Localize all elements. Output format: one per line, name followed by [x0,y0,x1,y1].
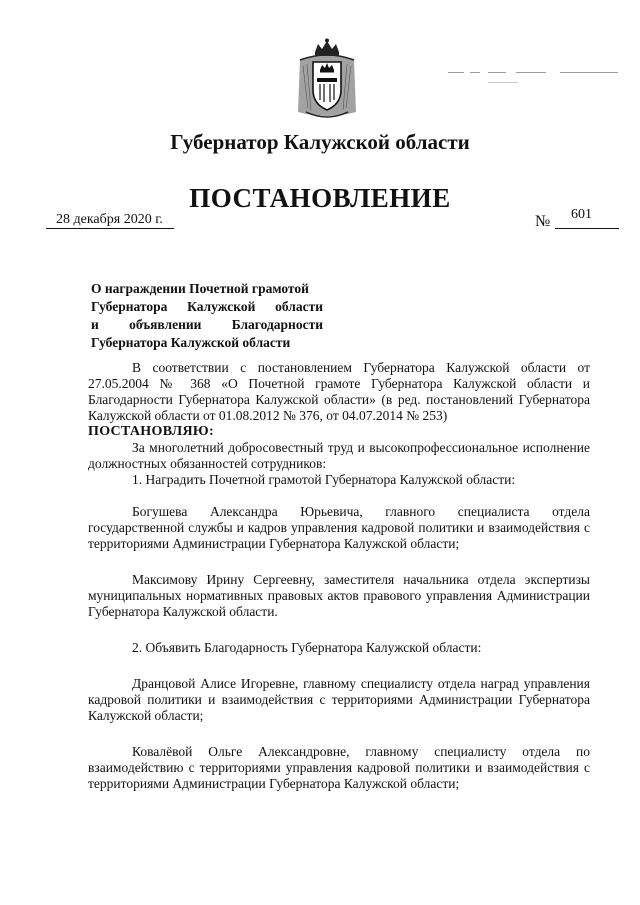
subject-line: и объявлении Благодарности [91,317,323,332]
awardee-paragraph: Дранцовой Алисе Игоревне, главному специалисту отдела наград управления кадровой политики и взаимодействия с территориями Администрации Губернатора Калужской области; [88,676,590,723]
document-date: 28 декабря 2020 г. [46,212,174,229]
decree-word: ПОСТАНОВЛЯЮ: [88,424,214,439]
number-value: 601 [571,207,592,222]
subject-line: Губернатора Калужской области [91,299,323,314]
reason-paragraph: За многолетний добросовестный труд и высокопрофессиональное исполнение должностных обязанностей сотрудников: [88,440,590,471]
issuing-authority: Губернатор Калужской области [170,130,470,154]
subject-line: О награждении Почетной грамотой [91,281,309,296]
awardee-paragraph: Богушева Александра Юрьевича, главного специалиста отдела государственной службы и кадров управления кадровой политики и взаимодействия с территориями Администрации Губернатора Калужской области; [88,504,590,551]
awardee-paragraph: Максимову Ирину Сергеевну, заместителя начальника отдела экспертизы муниципальных нормативных правовых актов правового управления Администрации Губернатора Калужской области. [88,572,590,619]
awardee-paragraph: Ковалёвой Ольге Александровне, главному специалисту отдела по взаимодействию с территориями управления кадровой политики и взаимодействия с территориями Администрации Губернатора Калужской области; [88,744,590,791]
item-2-heading: 2. Объявить Благодарность Губернатора Калужской области: [132,640,482,655]
item-1-heading: 1. Наградить Почетной грамотой Губернатора Калужской области: [132,472,516,487]
number-underline [555,228,619,229]
document-subject [91,280,323,352]
preamble-paragraph: В соответствии с постановлением Губернатора Калужской области от 27.05.2004 № 368 «О Почетной грамоте Губернатора Калужской области и Благодарности Губернатора Калужской области» (в ред. постановлений Губернатора Калужской области от 01.08.2012 № 376, от 04.07.2014 № 253) [88,360,590,423]
document-type: ПОСТАНОВЛЕНИЕ [189,183,451,213]
document-body [88,360,590,792]
margin-marks [448,64,618,88]
coat-of-arms-icon [296,38,358,120]
subject-line: Губернатора Калужской области [91,335,291,350]
document-number [535,207,619,229]
number-sign: № [535,213,551,230]
